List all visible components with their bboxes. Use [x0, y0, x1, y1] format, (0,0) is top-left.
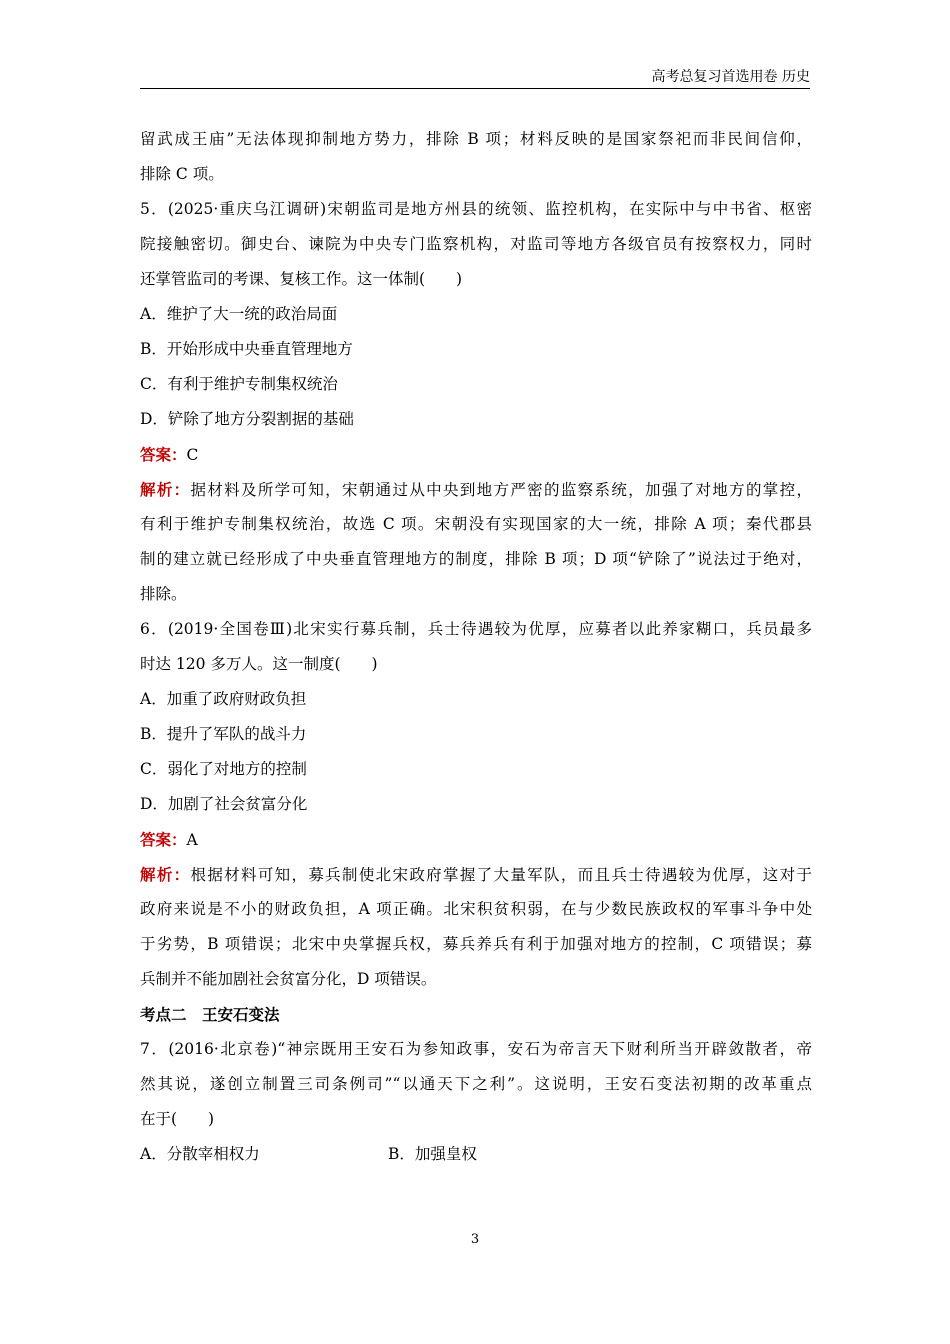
q5-stem-line: 院接触密切。御史台、谏院为中央专门监察机构，对监司等地方各级官员有按察权力，同时 — [140, 235, 812, 253]
q6-option-c: C．弱化了对地方的控制 — [140, 760, 307, 778]
q5-stem-line: 还掌管监司的考课、复核工作。这一体制( ) — [140, 270, 463, 288]
q6-option-a: A．加重了政府财政负担 — [140, 690, 307, 708]
page-content — [140, 122, 812, 1172]
answer-label: 答案： — [140, 445, 187, 464]
q5-analysis-line — [140, 472, 812, 507]
prev-analysis-line: 留武成王庙”无法体现抑制地方势力，排除 B 项；材料反映的是国家祭祀而非民间信仰， — [140, 130, 812, 148]
q6-option-b: B．提升了军队的战斗力 — [140, 725, 307, 743]
q6-analysis-line: 于劣势，B 项错误；北宋中央掌握兵权，募兵养兵有利于加强对地方的控制，C 项错误；募 — [140, 935, 812, 953]
q7-stem-line: 然其说，遂创立制置三司条例司”“以通天下之利”。这说明，王安石变法初期的改革重点 — [140, 1075, 812, 1093]
analysis-text: 据材料及所学可知，宋朝通过从中央到地方严密的监察系统，加强了对地方的掌控， — [190, 481, 812, 499]
page-header — [140, 66, 810, 89]
answer-value: A — [186, 831, 198, 849]
q5-option-d: D．铲除了地方分裂割据的基础 — [140, 410, 354, 428]
q5-analysis-line: 排除。 — [140, 585, 187, 603]
q5-option-a: A．维护了大一统的政治局面 — [140, 305, 338, 323]
q5-stem-line: 5．(2025·重庆乌江调研)宋朝监司是地方州县的统领、监控机构，在实际中与中书省、枢密 — [140, 200, 812, 218]
q6-analysis-line: 兵制并不能加剧社会贫富分化，D 项错误。 — [140, 970, 437, 988]
q5-analysis-line: 有利于维护专制集权统治，故选 C 项。宋朝没有实现国家的大一统，排除 A 项；秦代郡县 — [140, 515, 812, 533]
q7-stem-line: 7．(2016·北京卷)“神宗既用王安石为参知政事，安石为帝言天下财利所当开辟敛散者，帝 — [140, 1040, 812, 1058]
page-number: 3 — [470, 1232, 480, 1247]
analysis-text: 根据材料可知，募兵制使北宋政府掌握了大量军队，而且兵士待遇较为优厚，这对于 — [190, 866, 812, 884]
q6-stem-line: 6．(2019·全国卷Ⅲ)北宋实行募兵制，兵士待遇较为优厚，应募者以此养家糊口，兵员最多 — [140, 620, 812, 638]
q5-analysis-line: 制的建立就已经形成了中央垂直管理地方的制度，排除 B 项；D 项“铲除了”说法过于绝对， — [140, 550, 812, 568]
q7-stem-line: 在于( ) — [140, 1110, 215, 1128]
q6-analysis-line — [140, 857, 812, 892]
q6-analysis-line: 政府来说是不小的财政负担，A 项正确。北宋积贫积弱，在与少数民族政权的军事斗争中处 — [140, 900, 812, 918]
section-heading: 考点二 王安石变法 — [140, 1005, 280, 1024]
q5-answer — [140, 437, 812, 472]
q5-option-c: C．有利于维护专制集权统治 — [140, 375, 338, 393]
q7-option-b: B．加强皇权 — [388, 1145, 477, 1163]
q6-answer — [140, 822, 812, 857]
header-title: 高考总复习首选用卷 历史 — [651, 69, 810, 85]
answer-value: C — [186, 446, 199, 464]
analysis-label: 解析： — [140, 480, 191, 499]
q7-options-row — [140, 1137, 812, 1172]
q7-option-a: A．分散宰相权力 — [140, 1145, 260, 1163]
q5-option-b: B．开始形成中央垂直管理地方 — [140, 340, 353, 358]
q6-option-d: D．加剧了社会贫富分化 — [140, 795, 308, 813]
q6-stem-line: 时达 120 多万人。这一制度( ) — [140, 655, 378, 673]
prev-analysis-line: 排除 C 项。 — [140, 165, 224, 183]
answer-label: 答案： — [140, 830, 187, 849]
analysis-label: 解析： — [140, 865, 191, 884]
